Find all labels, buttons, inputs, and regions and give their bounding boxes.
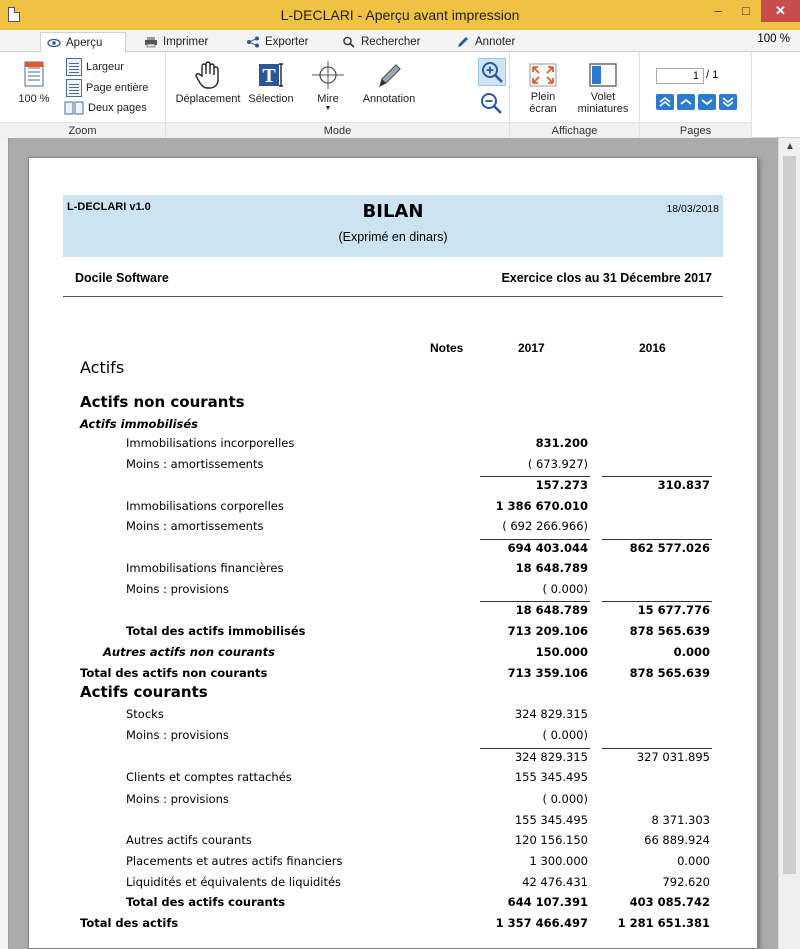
page-entiere-label: Page entière bbox=[86, 82, 149, 94]
table-row bbox=[29, 436, 759, 454]
value-2017: 150.000 bbox=[535, 645, 588, 659]
share-icon bbox=[246, 36, 260, 48]
table-row bbox=[29, 519, 759, 537]
last-page-icon[interactable] bbox=[719, 94, 737, 110]
eye-icon bbox=[47, 37, 61, 49]
volet-label-1: Volet bbox=[590, 91, 616, 103]
value-2017: 713 359.106 bbox=[507, 666, 588, 680]
report-page bbox=[28, 157, 758, 949]
search-icon bbox=[342, 36, 356, 48]
value-2016: 1 281 651.381 bbox=[617, 916, 710, 930]
value-2017: 644 107.391 bbox=[507, 895, 588, 909]
row-label: Actifs immobilisés bbox=[80, 417, 199, 431]
tab-rechercher-label: Rechercher bbox=[361, 36, 421, 48]
zoom-level: 100 % bbox=[757, 33, 790, 45]
row-label: Moins : amortissements bbox=[126, 519, 264, 533]
window-title: L-DECLARI - Aperçu avant impression bbox=[280, 7, 520, 23]
svg-text:T: T bbox=[262, 65, 276, 87]
plein-ecran-label-1: Plein bbox=[530, 91, 556, 103]
plein-ecran-button[interactable] bbox=[520, 62, 566, 115]
subtotal-line bbox=[602, 601, 712, 602]
zoom-percent-button[interactable] bbox=[14, 60, 54, 105]
table-row bbox=[29, 478, 759, 496]
table-row bbox=[29, 645, 759, 663]
largeur-label: Largeur bbox=[86, 61, 124, 73]
page-number-input[interactable]: 1 bbox=[656, 68, 704, 84]
deplacement-button[interactable] bbox=[172, 60, 244, 105]
scroll-up-icon[interactable]: ▲ bbox=[785, 141, 795, 152]
value-2017: 694 403.044 bbox=[507, 541, 588, 555]
subtotal-line bbox=[602, 748, 712, 749]
value-2017: 324 829.315 bbox=[514, 707, 588, 721]
deux-pages-button[interactable] bbox=[64, 100, 147, 116]
row-label: Autres actifs non courants bbox=[103, 645, 275, 659]
zoom-percent-label: 100 % bbox=[18, 93, 50, 105]
report-date: 18/03/2018 bbox=[666, 203, 719, 215]
value-2017: 18 648.789 bbox=[515, 603, 588, 617]
row-label: Actifs non courants bbox=[80, 393, 245, 411]
row-label: Moins : provisions bbox=[126, 582, 229, 596]
table-row bbox=[29, 750, 759, 768]
header-divider bbox=[63, 296, 723, 297]
row-label: Total des actifs bbox=[80, 916, 179, 930]
value-2017: ( 0.000) bbox=[542, 582, 588, 596]
table-row bbox=[29, 728, 759, 746]
row-label: Total des actifs courants bbox=[126, 895, 286, 909]
value-2016: 8 371.303 bbox=[651, 813, 710, 827]
row-label: Moins : amortissements bbox=[126, 457, 264, 471]
volet-label-2: miniatures bbox=[577, 103, 629, 115]
row-label: Immobilisations incorporelles bbox=[126, 436, 295, 450]
table-row bbox=[29, 813, 759, 831]
fullscreen-icon bbox=[528, 62, 558, 88]
value-2017: ( 692 266.966) bbox=[502, 519, 588, 533]
tab-imprimer[interactable] bbox=[138, 32, 214, 52]
largeur-button[interactable] bbox=[66, 58, 124, 76]
subtotal-line bbox=[480, 748, 590, 749]
row-label: Placements et autres actifs financiers bbox=[126, 854, 343, 868]
page-nav-buttons bbox=[656, 94, 737, 110]
value-2017: 157.273 bbox=[535, 478, 588, 492]
row-label: Total des actifs non courants bbox=[80, 666, 268, 680]
annotation-label: Annotation bbox=[362, 93, 416, 105]
subtotal-line bbox=[602, 539, 712, 540]
row-label: Moins : provisions bbox=[126, 728, 229, 742]
volet-miniatures-button[interactable] bbox=[572, 62, 634, 115]
subtotal-line bbox=[602, 476, 712, 477]
report-version: L-DECLARI v1.0 bbox=[67, 201, 151, 213]
report-title: BILAN bbox=[362, 201, 424, 222]
pencil-icon bbox=[374, 60, 404, 90]
report-subtitle: (Exprimé en dinars) bbox=[338, 230, 448, 244]
mode-group-label: Mode bbox=[166, 122, 509, 138]
table-row bbox=[29, 624, 759, 642]
table-row bbox=[29, 854, 759, 872]
row-label: Immobilisations corporelles bbox=[126, 499, 284, 513]
value-2016: 862 577.026 bbox=[629, 541, 710, 555]
tab-exporter-label: Exporter bbox=[265, 36, 309, 48]
next-page-icon[interactable] bbox=[698, 94, 716, 110]
value-2016: 878 565.639 bbox=[629, 624, 710, 638]
table-row bbox=[29, 417, 759, 435]
tab-rechercher[interactable] bbox=[336, 32, 426, 52]
report-header bbox=[63, 195, 723, 257]
tab-imprimer-label: Imprimer bbox=[163, 36, 209, 48]
value-2016: 15 677.776 bbox=[637, 603, 710, 617]
value-2017: 324 829.315 bbox=[514, 750, 588, 764]
value-2017: 42 476.431 bbox=[522, 875, 588, 889]
deplacement-label: Déplacement bbox=[175, 93, 241, 105]
subtotal-line bbox=[480, 539, 590, 540]
value-2017: ( 0.000) bbox=[542, 728, 588, 742]
table-row bbox=[29, 875, 759, 893]
tab-annoter[interactable] bbox=[450, 32, 521, 52]
table-row bbox=[29, 707, 759, 725]
table-row bbox=[29, 770, 759, 788]
table-row bbox=[29, 457, 759, 475]
value-2017: ( 673.927) bbox=[527, 457, 588, 471]
value-2016: 66 889.924 bbox=[644, 833, 710, 847]
thumbnail-pane-icon bbox=[588, 62, 618, 88]
table-row bbox=[29, 603, 759, 621]
annotation-button[interactable] bbox=[356, 60, 422, 105]
value-2017: 713 209.106 bbox=[507, 624, 588, 638]
value-2016: 403 085.742 bbox=[629, 895, 710, 909]
mire-button[interactable] bbox=[302, 60, 354, 113]
exercice-label: Exercice clos au 31 Décembre 2017 bbox=[501, 271, 712, 285]
page-entiere-button[interactable] bbox=[66, 79, 148, 97]
zoom-out-icon bbox=[478, 90, 504, 116]
table-row bbox=[29, 541, 759, 559]
value-2017: 1 357 466.497 bbox=[495, 916, 588, 930]
table-row bbox=[29, 561, 759, 579]
zoom-group bbox=[0, 52, 166, 138]
table-row bbox=[29, 833, 759, 851]
deux-pages-label: Deux pages bbox=[88, 102, 147, 114]
row-label: Immobilisations financières bbox=[126, 561, 284, 575]
affichage-group-label: Affichage bbox=[510, 122, 639, 138]
tab-apercu-label: Aperçu bbox=[66, 36, 103, 49]
table-row bbox=[29, 360, 759, 378]
minimize-button[interactable]: – bbox=[714, 3, 722, 18]
title-bar bbox=[0, 0, 800, 30]
tab-apercu[interactable] bbox=[40, 32, 126, 53]
table-row bbox=[29, 499, 759, 517]
selection-label: Sélection bbox=[248, 93, 294, 105]
vertical-scrollbar[interactable] bbox=[778, 138, 800, 949]
value-2016: 878 565.639 bbox=[629, 666, 710, 680]
table-row bbox=[29, 582, 759, 600]
value-2016: 310.837 bbox=[657, 478, 710, 492]
two-pages-icon bbox=[64, 100, 84, 116]
subtotal-line bbox=[480, 476, 590, 477]
value-2017: 155 345.495 bbox=[514, 770, 588, 784]
ribbon-tabs bbox=[0, 30, 800, 52]
value-2017: 831.200 bbox=[535, 436, 588, 450]
value-2017: 18 648.789 bbox=[515, 561, 588, 575]
close-button[interactable]: ✕ bbox=[761, 0, 800, 22]
mire-label: Mire bbox=[317, 93, 339, 105]
fit-width-icon bbox=[66, 58, 82, 76]
tab-exporter[interactable] bbox=[240, 32, 314, 52]
row-label: Moins : provisions bbox=[126, 792, 229, 806]
page-zoom-icon bbox=[22, 60, 46, 90]
value-2017: 1 386 670.010 bbox=[495, 499, 588, 513]
pages-group-label: Pages bbox=[640, 122, 751, 138]
tab-annoter-label: Annoter bbox=[475, 36, 516, 48]
full-page-icon bbox=[66, 79, 82, 97]
first-page-icon[interactable] bbox=[656, 94, 674, 110]
scrollbar-thumb[interactable] bbox=[783, 156, 796, 874]
subtotal-line bbox=[480, 601, 590, 602]
row-label: Liquidités et équivalents de liquidités bbox=[126, 875, 342, 889]
table-row bbox=[29, 683, 759, 704]
mode-group bbox=[166, 52, 510, 138]
row-label: Actifs bbox=[80, 358, 125, 377]
column-header-2017: 2017 bbox=[518, 341, 545, 355]
page-total: / 1 bbox=[706, 69, 719, 81]
value-2016: 0.000 bbox=[673, 645, 710, 659]
maximize-button[interactable]: □ bbox=[742, 3, 750, 18]
table-row bbox=[29, 792, 759, 810]
pages-group bbox=[640, 52, 752, 138]
value-2017: 120 156.150 bbox=[514, 833, 588, 847]
zoom-out-button[interactable] bbox=[478, 90, 506, 118]
column-header-notes: Notes bbox=[430, 341, 464, 355]
value-2016: 327 031.895 bbox=[636, 750, 710, 764]
table-row bbox=[29, 895, 759, 913]
row-label: Stocks bbox=[126, 707, 164, 721]
table-row bbox=[29, 393, 759, 414]
text-select-icon bbox=[256, 60, 286, 90]
value-2017: 1 300.000 bbox=[529, 854, 588, 868]
row-label: Clients et comptes rattachés bbox=[126, 770, 292, 784]
selection-button[interactable] bbox=[244, 60, 298, 105]
pen-icon bbox=[456, 36, 470, 48]
value-2017: 155 345.495 bbox=[514, 813, 588, 827]
value-2017: ( 0.000) bbox=[542, 792, 588, 806]
crosshair-icon bbox=[310, 60, 346, 90]
zoom-in-icon bbox=[479, 59, 505, 85]
value-2016: 0.000 bbox=[677, 854, 710, 868]
hand-icon bbox=[194, 60, 222, 90]
printer-icon bbox=[144, 36, 158, 48]
table-row bbox=[29, 916, 759, 934]
company-name: Docile Software bbox=[75, 271, 169, 285]
row-label: Autres actifs courants bbox=[126, 833, 252, 847]
zoom-in-button[interactable] bbox=[478, 58, 506, 86]
affichage-group bbox=[510, 52, 640, 138]
row-label: Actifs courants bbox=[80, 683, 208, 701]
value-2016: 792.620 bbox=[662, 875, 710, 889]
column-header-2016: 2016 bbox=[639, 341, 666, 355]
zoom-group-label: Zoom bbox=[0, 122, 165, 138]
row-label: Total des actifs immobilisés bbox=[126, 624, 306, 638]
plein-ecran-label-2: écran bbox=[529, 103, 557, 115]
previous-page-icon[interactable] bbox=[677, 94, 695, 110]
table-row bbox=[29, 666, 759, 684]
mire-dropdown-arrow-icon[interactable]: ▼ bbox=[324, 105, 332, 112]
ribbon bbox=[0, 52, 800, 138]
